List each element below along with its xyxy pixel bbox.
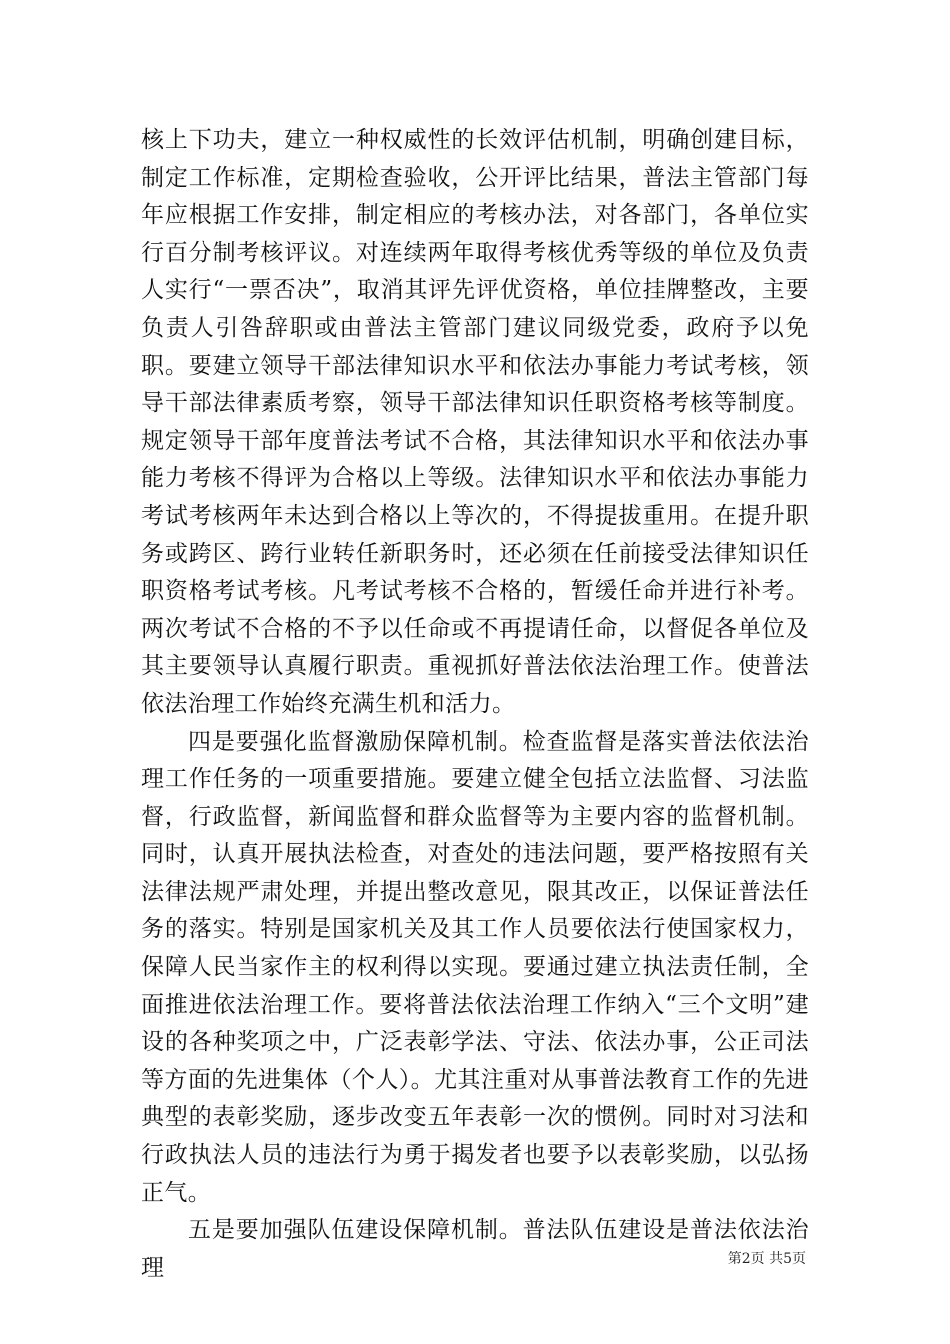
document-body [141, 122, 809, 1287]
paragraph-point-four: 四是要强化监督激励保障机制。检查监督是落实普法依法治理工作任务的一项重要措施。要建立健全包括立法监督、习法监督，行政监督，新闻监督和群众监督等为主要内容的监督机制。同时，认真开展执法检查，对查处的违法问题，要严格按照有关法律法规严肃处理，并提出整改意见，限其改正，以保证普法任务的落实。特别是国家机关及其工作人员要依法行使国家权力，保障人民当家作主的权利得以实现。要通过建立执法责任制，全面推进依法治理工作。要将普法依法治理工作纳入“三个文明”建设的各种奖项之中，广泛表彰学法、守法、依法办事，公正司法等方面的先进集体（个人）。尤其注重对从事普法教育工作的先进典型的表彰奖励，逐步改变五年表彰一次的惯例。同时对习法和行政执法人员的违法行为勇于揭发者也要予以表彰奖励，以弘扬正气。 [141, 728, 809, 1206]
footer-current-page: 2 [741, 1251, 751, 1267]
footer-prefix: 第 [727, 1251, 742, 1267]
footer-total-pages: 5 [783, 1251, 792, 1267]
paragraph-point-five: 五是要加强队伍建设保障机制。普法队伍建设是普法依法治理 [141, 1217, 809, 1281]
page-number-footer [728, 1248, 806, 1268]
footer-suffix: 页 [792, 1251, 806, 1267]
paragraph-continued: 核上下功夫，建立一种权威性的长效评估机制，明确创建目标，制定工作标准，定期检查验收，公开评比结果，普法主管部门每年应根据工作安排，制定相应的考核办法，对各部门，各单位实行百分制考核评议。对连续两年取得考核优秀等级的单位及负责人实行“一票否决”，取消其评先评优资格，单位挂牌整改，主要负责人引咎辞职或由普法主管部门建议同级党委，政府予以免职。要建立领导干部法律知识水平和依法办事能力考试考核，领导干部法律素质考察，领导干部法律知识任职资格考核等制度。规定领导干部年度普法考试不合格，其法律知识水平和依法办事能力考核不得评为合格以上等级。法律知识水平和依法办事能力考试考核两年未达到合格以上等次的，不得提拔重用。在提升职务或跨区、跨行业转任新职务时，还必须在任前接受法律知识任职资格考试考核。凡考试考核不合格的，暂缓任命并进行补考。两次考试不合格的不予以任命或不再提请任命，以督促各单位及其主要领导认真履行职责。重视抓好普法依法治理工作。使普法依法治理工作始终充满生机和活力。 [141, 127, 809, 717]
footer-middle: 页 共 [750, 1251, 784, 1267]
